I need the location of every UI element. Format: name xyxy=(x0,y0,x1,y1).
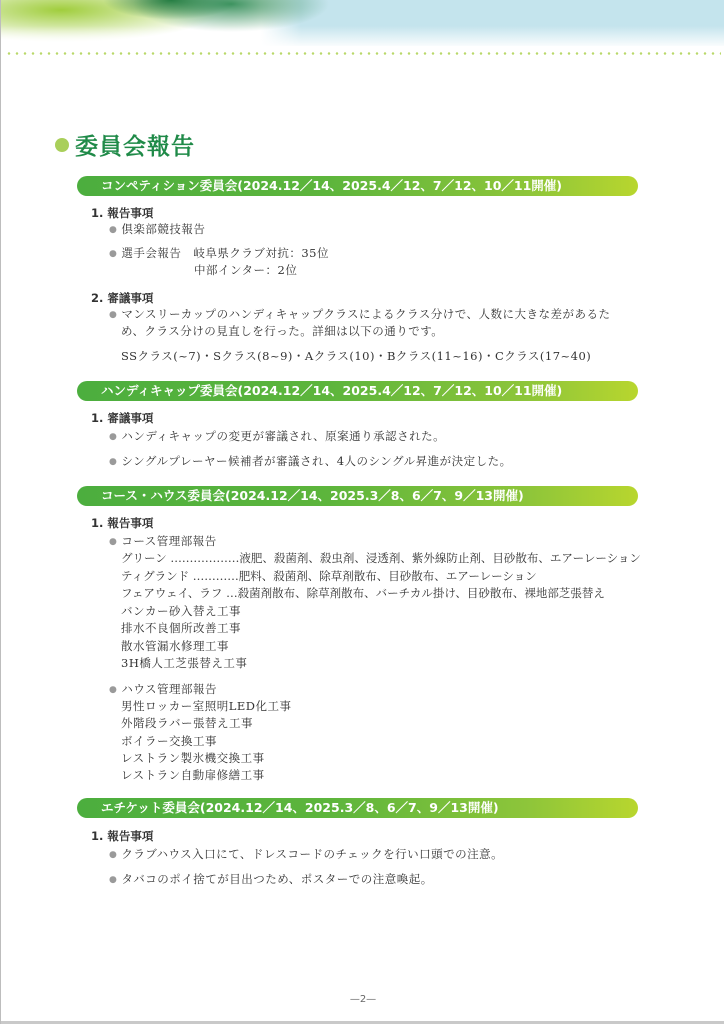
course-work-item: 排水不良個所改善工事 xyxy=(121,621,241,635)
page-title xyxy=(55,128,195,161)
list-item: ● クラブハウス入口にて、ドレスコードのチェックを行い口頭での注意。 xyxy=(109,846,503,862)
list-item-continuation: め、クラス分けの見直しを行った。詳細は以下の通りです。 xyxy=(121,324,444,338)
house-work-item: ボイラー交換工事 xyxy=(121,734,217,748)
section-banner-handicap: ハンディキャップ委員会(2024.12／14、2025.4／12、7／12、10／11開催) xyxy=(77,381,638,401)
house-work-item: 外階段ラバー張替え工事 xyxy=(121,716,253,730)
list-item-course-report: ● コース管理部報告 xyxy=(109,533,217,549)
section-heading: 1. 報告事項 xyxy=(91,829,154,843)
course-detail-fairway: フェアウェイ、ラフ …殺菌剤散布、除草剤散布、バーチカル掛け、目砂散布、裸地部芝張替え xyxy=(121,586,605,600)
house-work-item: レストラン自動扉修繕工事 xyxy=(121,768,265,782)
course-work-item: 散水管漏水修理工事 xyxy=(121,639,229,653)
course-work-item: バンカー砂入替え工事 xyxy=(121,604,241,618)
house-work-item: レストラン製氷機交換工事 xyxy=(121,751,265,765)
list-item-continuation: 中部インター：2位 xyxy=(194,263,298,277)
list-item: ● シングルプレーヤー候補者が審議され、4人のシングル昇進が決定した。 xyxy=(109,453,512,469)
list-item: ● マンスリーカップのハンディキャップクラスによるクラス分けで、人数に大きな差があるた xyxy=(109,306,610,322)
section-banner-etiquette: エチケット委員会(2024.12／14、2025.3／8、6／7、9／13開催) xyxy=(77,798,638,818)
section-heading: 2. 審議事項 xyxy=(91,291,154,305)
course-work-item: 3H橋人工芝張替え工事 xyxy=(121,656,248,670)
section-heading: 1. 審議事項 xyxy=(91,411,154,425)
section-heading: 1. 報告事項 xyxy=(91,206,154,220)
list-item: ● 倶楽部競技報告 xyxy=(109,221,205,237)
list-item: ● 選手会報告 岐阜県クラブ対抗：35位 xyxy=(109,245,329,261)
page-number: —2— xyxy=(349,994,377,1005)
title-bullet-icon xyxy=(55,138,69,152)
list-item: ● ハンディキャップの変更が審議され、原案通り承認された。 xyxy=(109,428,445,444)
dotted-divider xyxy=(5,52,721,55)
list-item-house-report: ● ハウス管理部報告 xyxy=(109,681,217,697)
course-detail-teeground: ティグランド …………肥料、殺菌剤、除草剤散布、目砂散布、エアーレーション xyxy=(121,569,537,583)
list-item: ● タバコのポイ捨てが目出つため、ポスターでの注意喚起。 xyxy=(109,871,433,887)
header-fade xyxy=(1,26,724,48)
section-heading: 1. 報告事項 xyxy=(91,516,154,530)
class-breakdown: SSクラス(~7)・Sクラス(8~9)・Aクラス(10)・Bクラス(11~16)・Cクラス(17~40) xyxy=(121,349,592,363)
page-title-text: 委員会報告 xyxy=(75,133,195,160)
section-banner-competition: コンペティション委員会(2024.12／14、2025.4／12、7／12、10／11開催) xyxy=(77,176,638,196)
house-work-item: 男性ロッカー室照明LED化工事 xyxy=(121,699,292,713)
section-banner-course-house: コース・ハウス委員会(2024.12／14、2025.3／8、6／7、9／13開催) xyxy=(77,486,638,506)
course-detail-green: グリーン ………………液肥、殺菌剤、殺虫剤、浸透剤、紫外線防止剤、目砂散布、エアーレーション xyxy=(121,551,641,565)
